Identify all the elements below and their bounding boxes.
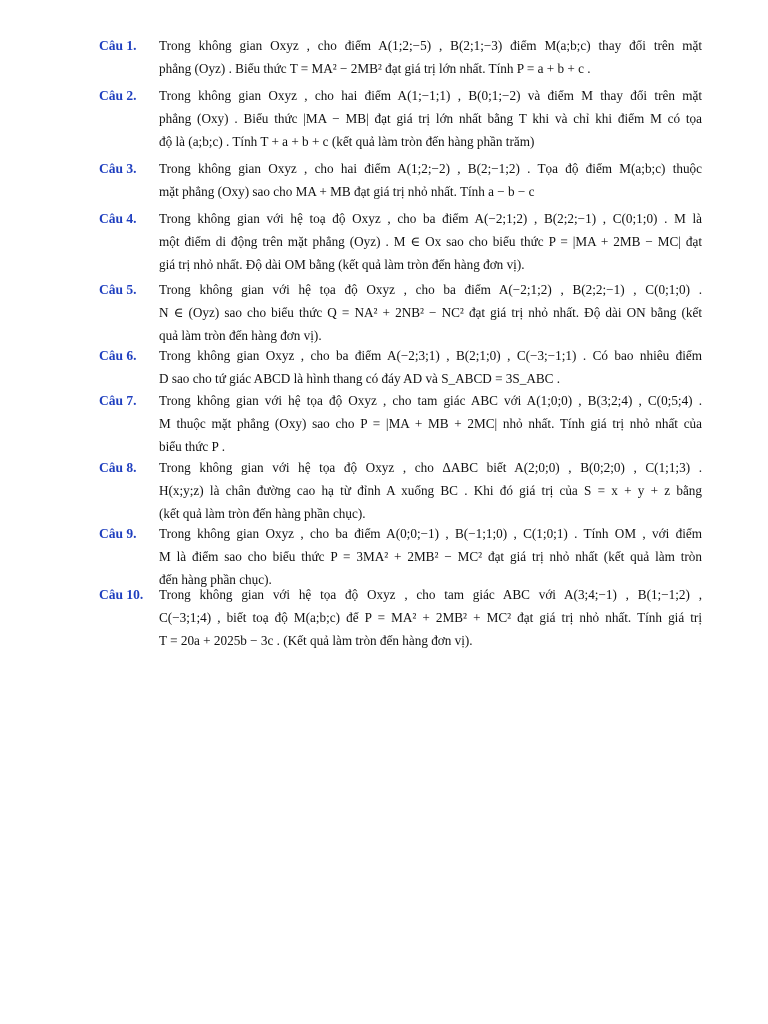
question-line: (kết quả làm tròn đến hàng phần chục). bbox=[159, 506, 366, 521]
question-line: giá trị nhỏ nhất. Độ dài OM bằng (kết quả làm tròn đến hàng đơn vị). bbox=[159, 257, 525, 272]
question-line: Trong không gian với hệ toạ độ Oxyz , cho ba điểm A(−2;1;2) , B(2;2;−1) , C(0;1;0) . M là bbox=[159, 211, 702, 226]
question-text bbox=[159, 207, 702, 276]
question-item bbox=[99, 389, 703, 458]
question-text bbox=[159, 583, 702, 652]
question-text bbox=[159, 34, 702, 80]
question-label: Câu 1. bbox=[99, 38, 137, 53]
question-line: đến hàng phần chục). bbox=[159, 572, 272, 587]
question-label: Câu 10. bbox=[99, 587, 144, 602]
question-text bbox=[159, 84, 702, 153]
question-text bbox=[159, 389, 702, 458]
question-label: Câu 5. bbox=[99, 282, 137, 297]
question-line: T = 20a + 2025b − 3c . (Kết quả làm tròn đến hàng đơn vị). bbox=[159, 633, 473, 648]
question-item bbox=[99, 84, 703, 153]
question-item bbox=[99, 34, 703, 80]
question-item bbox=[99, 583, 703, 652]
question-label: Câu 7. bbox=[99, 393, 137, 408]
question-item bbox=[99, 157, 703, 203]
question-item bbox=[99, 344, 703, 390]
question-text bbox=[159, 522, 702, 591]
question-item bbox=[99, 456, 703, 525]
question-line: Trong không gian với hệ tọa độ Oxyz , cho tam giác ABC với A(1;0;0) , B(3;2;4) , C(0;5;4) . bbox=[159, 393, 702, 408]
question-line: Trong không gian với hệ tọa độ Oxyz , cho tam giác ABC với A(3;4;−1) , B(1;−1;2) , bbox=[159, 587, 702, 602]
question-line: biểu thức P . bbox=[159, 439, 225, 454]
question-line: D sao cho tứ giác ABCD là hình thang có đáy AD và S_ABCD = 3S_ABC . bbox=[159, 371, 561, 386]
question-label: Câu 4. bbox=[99, 211, 137, 226]
question-line: Trong không gian với hệ tọa độ Oxyz , cho ba điểm A(−2;1;2) , B(2;2;−1) , C(0;1;0) . bbox=[159, 282, 702, 297]
question-text bbox=[159, 278, 702, 347]
question-item bbox=[99, 522, 703, 591]
question-line: phẳng (Oyz) . Biểu thức T = MA² − 2MB² đạt giá trị lớn nhất. Tính P = a + b + c . bbox=[159, 61, 591, 76]
question-line: quả làm tròn đến hàng đơn vị). bbox=[159, 328, 322, 343]
question-line: Trong không gian với hệ tọa độ Oxyz , cho ΔABC biết A(2;0;0) , B(0;2;0) , C(1;1;3) . bbox=[159, 460, 702, 475]
question-item bbox=[99, 207, 703, 276]
question-line: Trong không gian Oxyz , cho hai điểm A(1;−1;1) , B(0;1;−2) và điểm M thay đổi trên mặt bbox=[159, 88, 702, 103]
question-line: M là điểm sao cho biểu thức P = 3MA² + 2MB² − MC² đạt giá trị nhỏ nhất (kết quả làm tròn bbox=[159, 549, 702, 564]
question-label: Câu 9. bbox=[99, 526, 137, 541]
question-line: C(−3;1;4) , biết toạ độ M(a;b;c) để P = MA² + 2MB² + MC² đạt giá trị nhỏ nhất. Tính giá trị bbox=[159, 610, 702, 625]
question-text bbox=[159, 157, 702, 203]
question-line: Trong không gian Oxyz , cho ba điểm A(−2;3;1) , B(2;1;0) , C(−3;−1;1) . Có bao nhiêu điểm bbox=[159, 348, 702, 363]
question-line: Trong không gian Oxyz , cho hai điểm A(1;2;−2) , B(2;−1;2) . Tọa độ điểm M(a;b;c) thuộc bbox=[159, 161, 702, 176]
question-label: Câu 6. bbox=[99, 348, 137, 363]
question-line: Trong không gian Oxyz , cho ba điểm A(0;0;−1) , B(−1;1;0) , C(1;0;1) . Tính OM , với điểm bbox=[159, 526, 702, 541]
question-label: Câu 3. bbox=[99, 161, 137, 176]
question-text bbox=[159, 344, 702, 390]
question-line: một điểm di động trên mặt phẳng (Oyz) . M ∈ Ox sao cho biểu thức P = |MA + 2MB − MC| đạt bbox=[159, 234, 702, 249]
question-line: H(x;y;z) là chân đường cao hạ từ đỉnh A xuống BC . Khi đó giá trị của S = x + y + z bằng bbox=[159, 483, 702, 498]
question-line: M thuộc mặt phẳng (Oxy) sao cho P = |MA + MB + 2MC| nhỏ nhất. Tính giá trị nhỏ nhất của bbox=[159, 416, 702, 431]
question-line: mặt phẳng (Oxy) sao cho MA + MB đạt giá trị nhỏ nhất. Tính a − b − c bbox=[159, 184, 535, 199]
question-label: Câu 2. bbox=[99, 88, 137, 103]
question-label: Câu 8. bbox=[99, 460, 137, 475]
question-item bbox=[99, 278, 703, 347]
question-line: phẳng (Oxy) . Biểu thức |MA − MB| đạt giá trị lớn nhất bằng T khi và chỉ khi điểm M có tọa bbox=[159, 111, 702, 126]
question-line: độ là (a;b;c) . Tính T + a + b + c (kết quả làm tròn đến hàng phần trăm) bbox=[159, 134, 535, 149]
question-text bbox=[159, 456, 702, 525]
question-line: N ∈ (Oyz) sao cho biểu thức Q = NA² + 2NB² − NC² đạt giá trị nhỏ nhất. Độ dài ON bằng (kết bbox=[159, 305, 702, 320]
question-line: Trong không gian Oxyz , cho điểm A(1;2;−5) , B(2;1;−3) điểm M(a;b;c) thay đổi trên mặt bbox=[159, 38, 702, 53]
